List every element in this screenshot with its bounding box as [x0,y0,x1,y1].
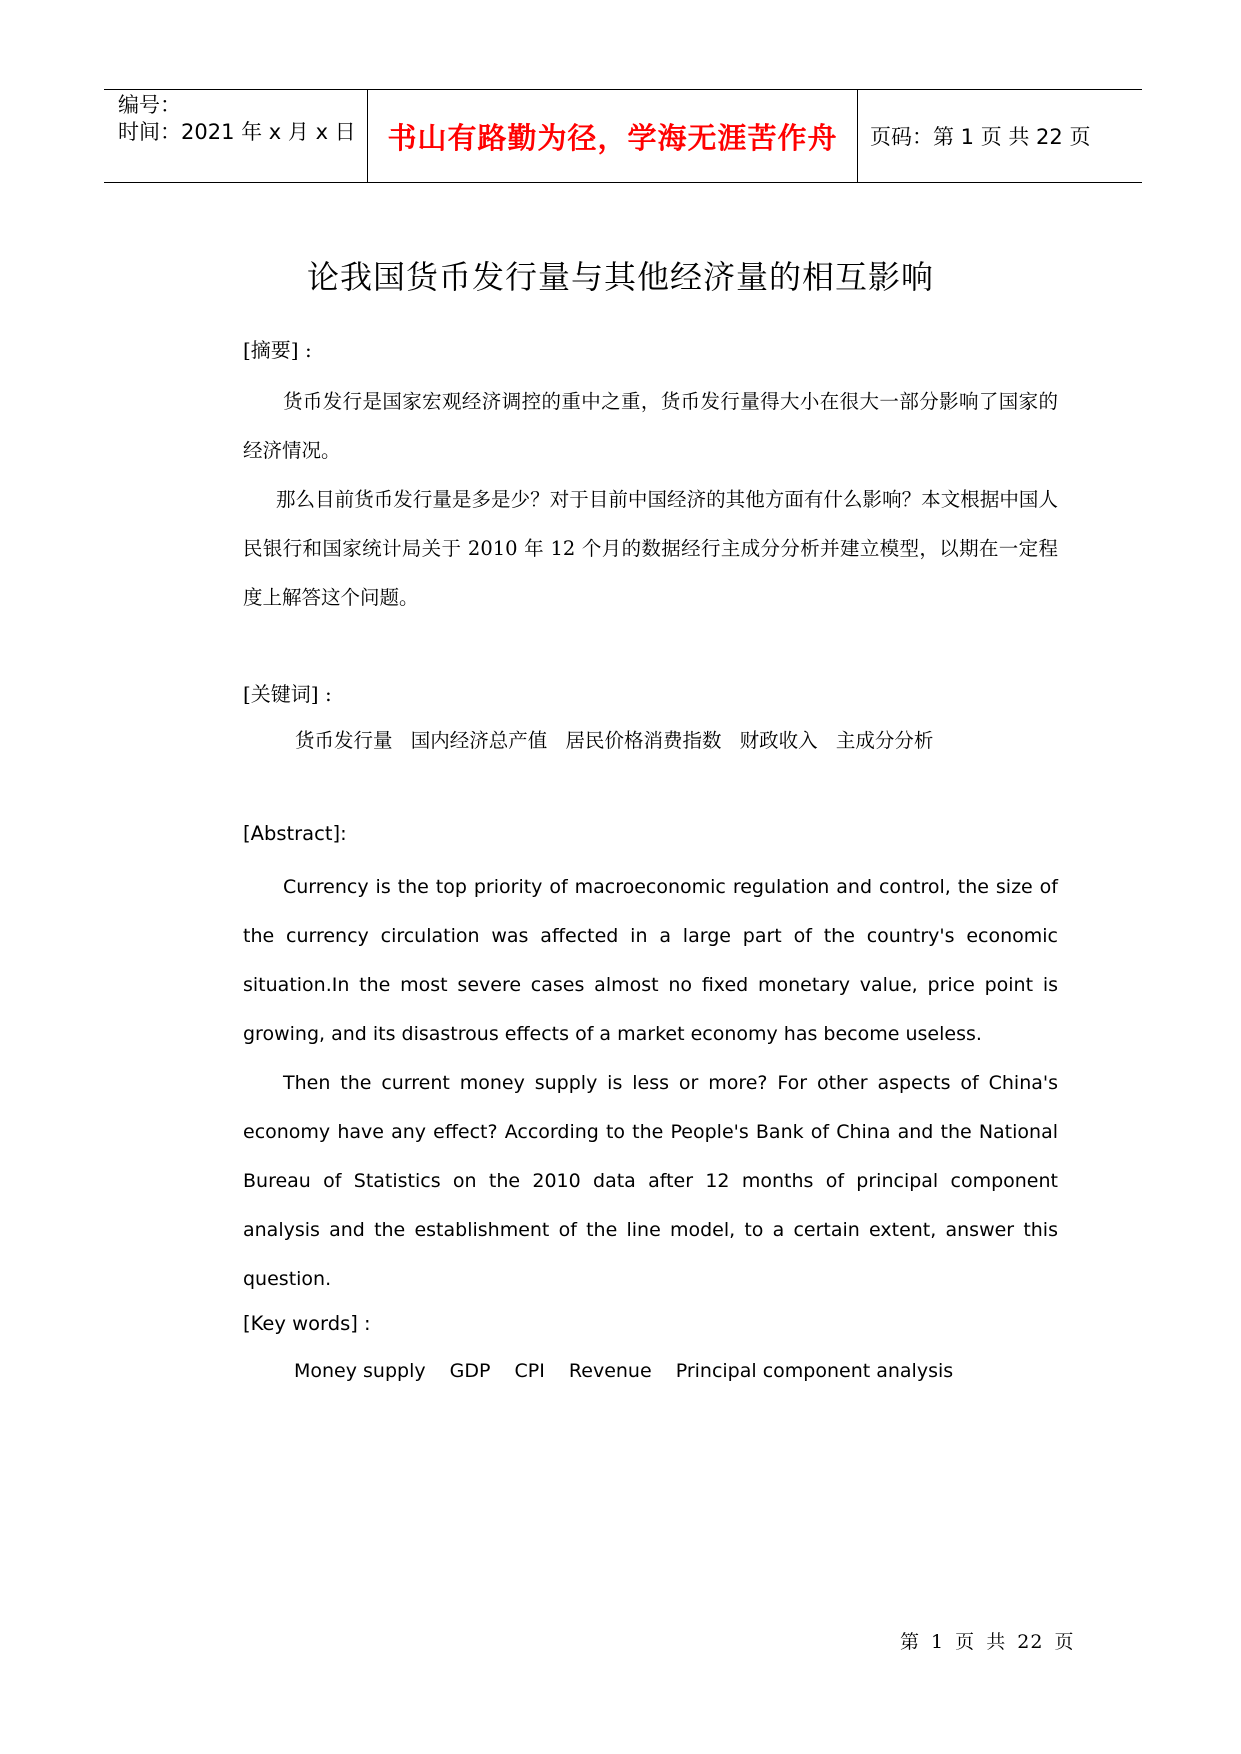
keyword-cn-2: 国内经济总产值 [410,729,548,752]
keyword-cn-1: 货币发行量 [295,729,393,752]
page-footer: 第 1 页 共 22 页 [900,1631,1075,1653]
page-title: 论我国货币发行量与其他经济量的相互影响 [306,258,934,296]
abstract-cn-para-2: 那么目前货币发行量是多是少？对于目前中国经济的其他方面有什么影响？本文根据中国人民银行和国家统计局关于 2010 年 12 个月的数据经行主成分分析并建立模型，以期在一定程度上解答这个问题。 [243,488,1058,609]
page-info: 页码：第 1 页 共 22 页 [870,125,1091,149]
keywords-en-list [294,1360,1109,1382]
keyword-cn-4: 财政收入 [739,729,818,752]
abstract-en-para-2: Then the current money supply is less or more? For other aspects of China's economy have any effect? According to the People's Bank of China and the National Bureau of Statistics on the 2010 data after 12 months of principal component analysis and the establishment of the line model, to a certain extent, answer this question. [243,1072,1058,1290]
abstract-cn-label: [摘要] : [243,338,312,362]
keyword-en-4: Revenue [568,1360,652,1382]
keyword-en-1: Money supply [294,1360,426,1382]
date-label: 时间：2021 年 x 月 x 日 [118,120,356,144]
header-page-info-cell [858,90,1142,182]
abstract-cn-section [243,334,1058,363]
abstract-cn-para-1: 货币发行是国家宏观经济调控的重中之重，货币发行量得大小在很大一部分影响了国家的经济情况。 [243,390,1058,462]
serial-label: 编号： [118,93,181,117]
keywords-cn-section [243,678,1058,707]
abstract-en-section [243,822,1058,845]
abstract-cn-body [243,377,1058,622]
document-header [104,89,1142,183]
keyword-en-5: Principal component analysis [675,1360,954,1382]
abstract-en-para-1: Currency is the top priority of macroeconomic regulation and control, the size of the currency circulation was affected in a large part of the country's economic situation.In the most severe cases almost no fixed monetary value, price point is growing, and its disastrous effects of a market economy has become useless. [243,876,1058,1045]
keywords-cn-label: [关键词] : [243,682,332,706]
motto: 书山有路勤为径，学海无涯苦作舟 [387,120,838,155]
keyword-cn-5: 主成分分析 [835,729,934,752]
keyword-en-3: CPI [514,1360,545,1382]
header-meta [104,90,368,182]
keyword-cn-3: 居民价格消费指数 [565,729,722,752]
abstract-en-label: [Abstract]: [243,822,347,845]
keywords-en-label: [Key words] : [243,1312,371,1335]
keywords-cn-list [295,725,1110,753]
keyword-en-2: GDP [449,1360,491,1382]
header-motto-cell [368,90,858,182]
abstract-en-body [243,863,1058,1304]
keywords-en-section [243,1312,1058,1335]
